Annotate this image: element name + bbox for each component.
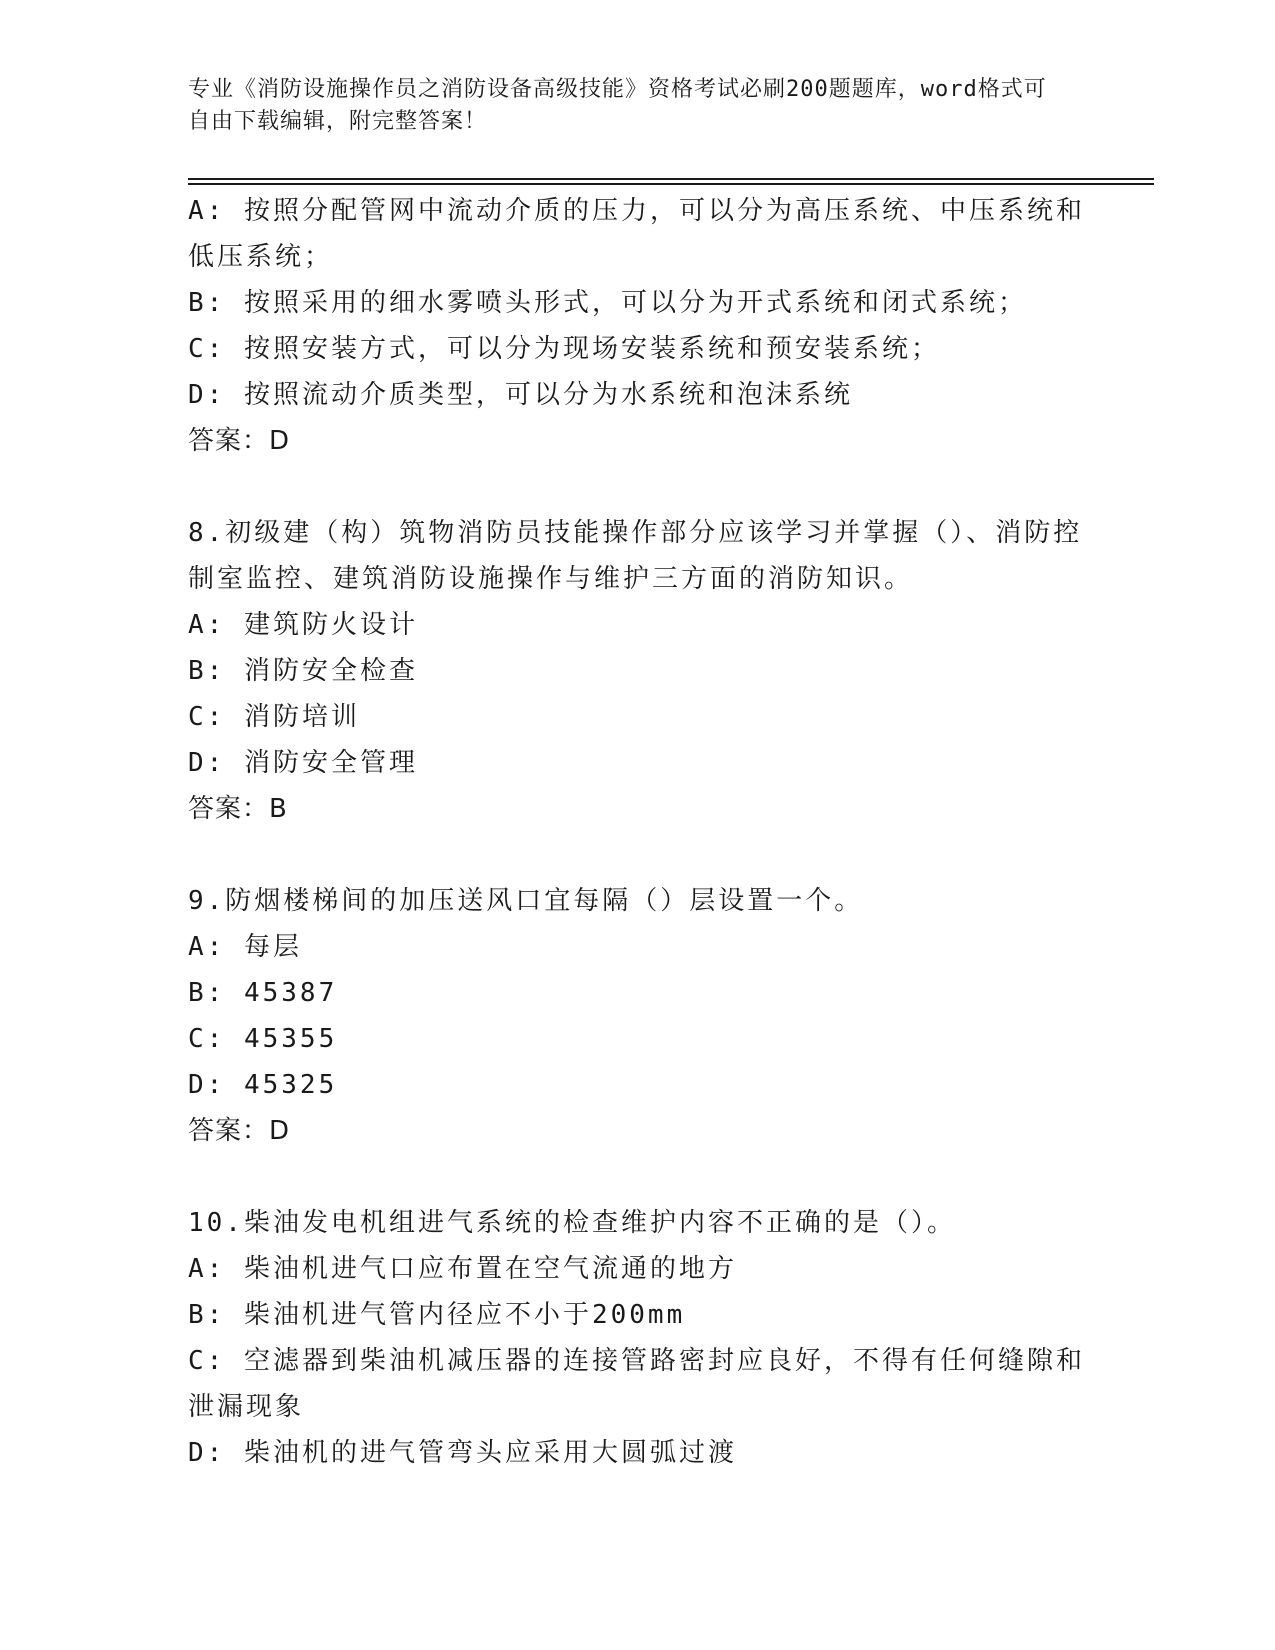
option-b [188, 1292, 1088, 1338]
option-d [188, 740, 1088, 786]
question-stem: 10.柴油发电机组进气系统的检查维护内容不正确的是（）。 [188, 1208, 956, 1238]
option-text: 柴油机进气管内径应不小于200mm [243, 1300, 686, 1330]
option-label: C: [188, 1024, 226, 1054]
option-d [188, 1062, 1088, 1108]
option-label: A: [188, 196, 226, 226]
option-text: 每层 [243, 932, 302, 962]
option-label: A: [188, 1254, 226, 1284]
option-label: D: [188, 1438, 226, 1468]
option-a [188, 188, 1088, 280]
option-b [188, 648, 1088, 694]
spacer [188, 1154, 1088, 1200]
question-stem: 9.防烟楼梯间的加压送风口宜每隔（）层设置一个。 [188, 886, 864, 916]
header-rule-bottom [188, 183, 1154, 185]
option-b [188, 280, 1088, 326]
option-label: C: [188, 702, 226, 732]
option-text: 消防安全检查 [243, 656, 418, 686]
option-label: C: [188, 334, 226, 364]
option-text: 按照采用的细水雾喷头形式，可以分为开式系统和闭式系统； [243, 288, 1027, 318]
option-d [188, 372, 1088, 418]
option-text: 45325 [243, 1070, 338, 1100]
answer-line: 答案：D [188, 1116, 291, 1146]
option-b [188, 970, 1088, 1016]
option-label: A: [188, 932, 226, 962]
option-label: D: [188, 380, 226, 410]
option-a [188, 602, 1088, 648]
answer-line: 答案：B [188, 794, 288, 824]
option-text: 45355 [243, 1024, 338, 1054]
header-rule-top [188, 178, 1154, 180]
option-text: 按照安装方式，可以分为现场安装系统和预安装系统； [243, 334, 940, 364]
option-label: B: [188, 288, 226, 318]
page-header: 专业《消防设施操作员之消防设备高级技能》资格考试必刷200题题库，word格式可自由下载编辑，附完整答案！ [188, 77, 1047, 134]
option-label: B: [188, 1300, 226, 1330]
option-label: D: [188, 748, 226, 778]
question-8 [188, 510, 1088, 832]
option-label: A: [188, 610, 226, 640]
prev-question-block [188, 188, 1088, 464]
option-text: 按照流动介质类型，可以分为水系统和泡沫系统 [243, 380, 853, 410]
option-label: B: [188, 656, 226, 686]
option-text: 空滤器到柴油机减压器的连接管路密封应良好，不得有任何缝隙和泄漏现象 [188, 1346, 1085, 1422]
spacer [188, 832, 1088, 878]
option-a [188, 1246, 1088, 1292]
option-text: 消防安全管理 [243, 748, 418, 778]
answer-line: 答案：D [188, 426, 291, 456]
question-content [188, 188, 1088, 1476]
option-c [188, 694, 1088, 740]
option-text: 柴油机的进气管弯头应采用大圆弧过渡 [243, 1438, 737, 1468]
option-c [188, 1338, 1088, 1430]
option-text: 建筑防火设计 [243, 610, 418, 640]
option-text: 45387 [243, 978, 338, 1008]
option-text: 按照分配管网中流动介质的压力，可以分为高压系统、中压系统和低压系统； [188, 196, 1085, 272]
question-stem: 8.初级建（构）筑物消防员技能操作部分应该学习并掌握（）、消防控制室监控、建筑消防设施操作与维护三方面的消防知识。 [188, 518, 1083, 594]
spacer [188, 464, 1088, 510]
option-text: 消防培训 [243, 702, 360, 732]
option-label: B: [188, 978, 226, 1008]
option-label: C: [188, 1346, 226, 1376]
question-9 [188, 878, 1088, 1154]
option-a [188, 924, 1088, 970]
option-c [188, 1016, 1088, 1062]
option-label: D: [188, 1070, 226, 1100]
option-text: 柴油机进气口应布置在空气流通的地方 [243, 1254, 737, 1284]
question-10 [188, 1200, 1088, 1476]
option-c [188, 326, 1088, 372]
option-d [188, 1430, 1088, 1476]
